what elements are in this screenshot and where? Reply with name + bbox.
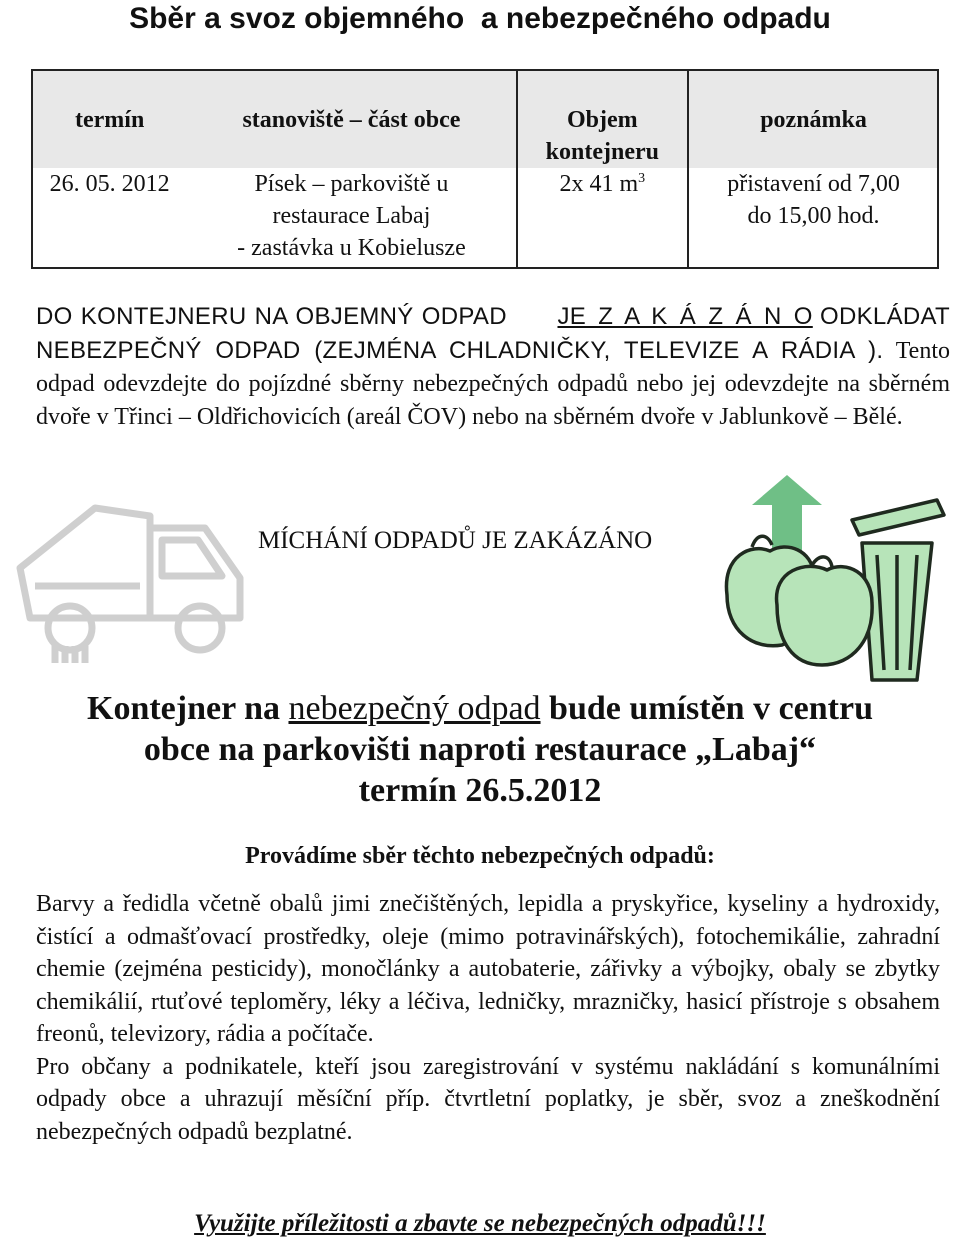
header-note: poznámka [688,70,938,168]
table-row [32,168,938,268]
announcement-line-3: termín 26.5.2012 [358,772,602,809]
cell-volume [517,168,689,268]
header-date: termín [32,70,187,168]
warning-paragraph [36,300,950,434]
cell-note [688,168,938,268]
volume-value: 2x 41 m [559,171,639,197]
schedule-table [32,70,938,268]
note-line-1: přistavení od 7,00 [727,171,900,197]
volume-exponent: 3 [638,171,646,186]
cell-date: 26. 05. 2012 [49,171,170,197]
page-title: Sběr a svoz objemného a nebezpečného odpadu [129,2,831,35]
collection-heading: Provádíme sběr těchto nebezpečných odpadů: [245,843,715,869]
cell-place [187,168,516,268]
warning-caps-1: DO KONTEJNERU NA OBJEMNÝ ODPAD [36,303,507,330]
collection-list-paragraph: Barvy a ředidla včetně obalů jimi znečištěných, lepidla a pryskyřice, kyseliny a hydroxidy, čistící a odmašťovací prostředky, oleje (mimo potravinářských), fotochemikálie, zahradní chemie (zejména pesticidy), monočlánky a autobaterie, zářivky a výbojky, obaly se zbytky chemikálií, rtuťové teploměry, léky a léčiva, ledničky, mrazničky, hasicí přístroje s obsahem freonů, televizory, rádia a počítače. [36,891,940,1047]
collection-body [36,888,940,1148]
table-header-row [32,70,938,168]
warning-caps-2: ODKLÁDAT NEBEZPEČNÝ ODPAD (ZEJMÉNA CHLADNIČKY, TELEVIZE A RÁDIA ). [36,303,950,364]
place-line-1: Písek – parkoviště u [254,171,449,197]
note-line-2: do 15,00 hod. [747,203,880,229]
header-volume: Objem kontejneru [517,70,689,168]
announcement-line-2: obce na parkovišti naproti restaurace „Labaj“ [143,731,817,768]
announcement-part-1: Kontejner na [87,690,280,727]
announcement-part-2: bude umístěn v centru [549,690,873,727]
footer-call-to-action: Využijte příležitosti a zbavte se nebezpečných odpadů!!! [194,1210,766,1237]
announcement [0,688,960,811]
place-line-2: restaurace Labaj [272,203,431,229]
announcement-link: nebezpečný odpad [288,690,541,727]
warning-text: Tento odpad odevzdejte do pojízdné sběrny nebezpečných odpadů nebo jej odevzdejte na sběrném dvoře v Třinci – Oldřichovicích (areál ČOV) nebo na sběrném dvoře v Jablunkově – Bělé. [36,338,950,430]
header-place: stanoviště – část obce [187,70,516,168]
mixing-warning: MÍCHÁNÍ ODPADŮ JE ZAKÁZÁNO [258,527,653,554]
announcement-line-1 [0,688,960,729]
free-service-paragraph: Pro občany a podnikatele, kteří jsou zaregistrování v systému nakládání s komunálními odpady obce a uhrazují měsíční příp. čtvrtletní poplatky, je sběr, svoz a zneškodnění nebezpečných odpadů bezplatné. [36,1053,940,1145]
garbage-truck-icon [0,468,260,668]
place-line-3: - zastávka u Kobielusze [237,235,466,261]
recycling-bin-icon [712,455,952,690]
warning-forbidden: JE Z A K Á Z Á N O [557,303,813,330]
